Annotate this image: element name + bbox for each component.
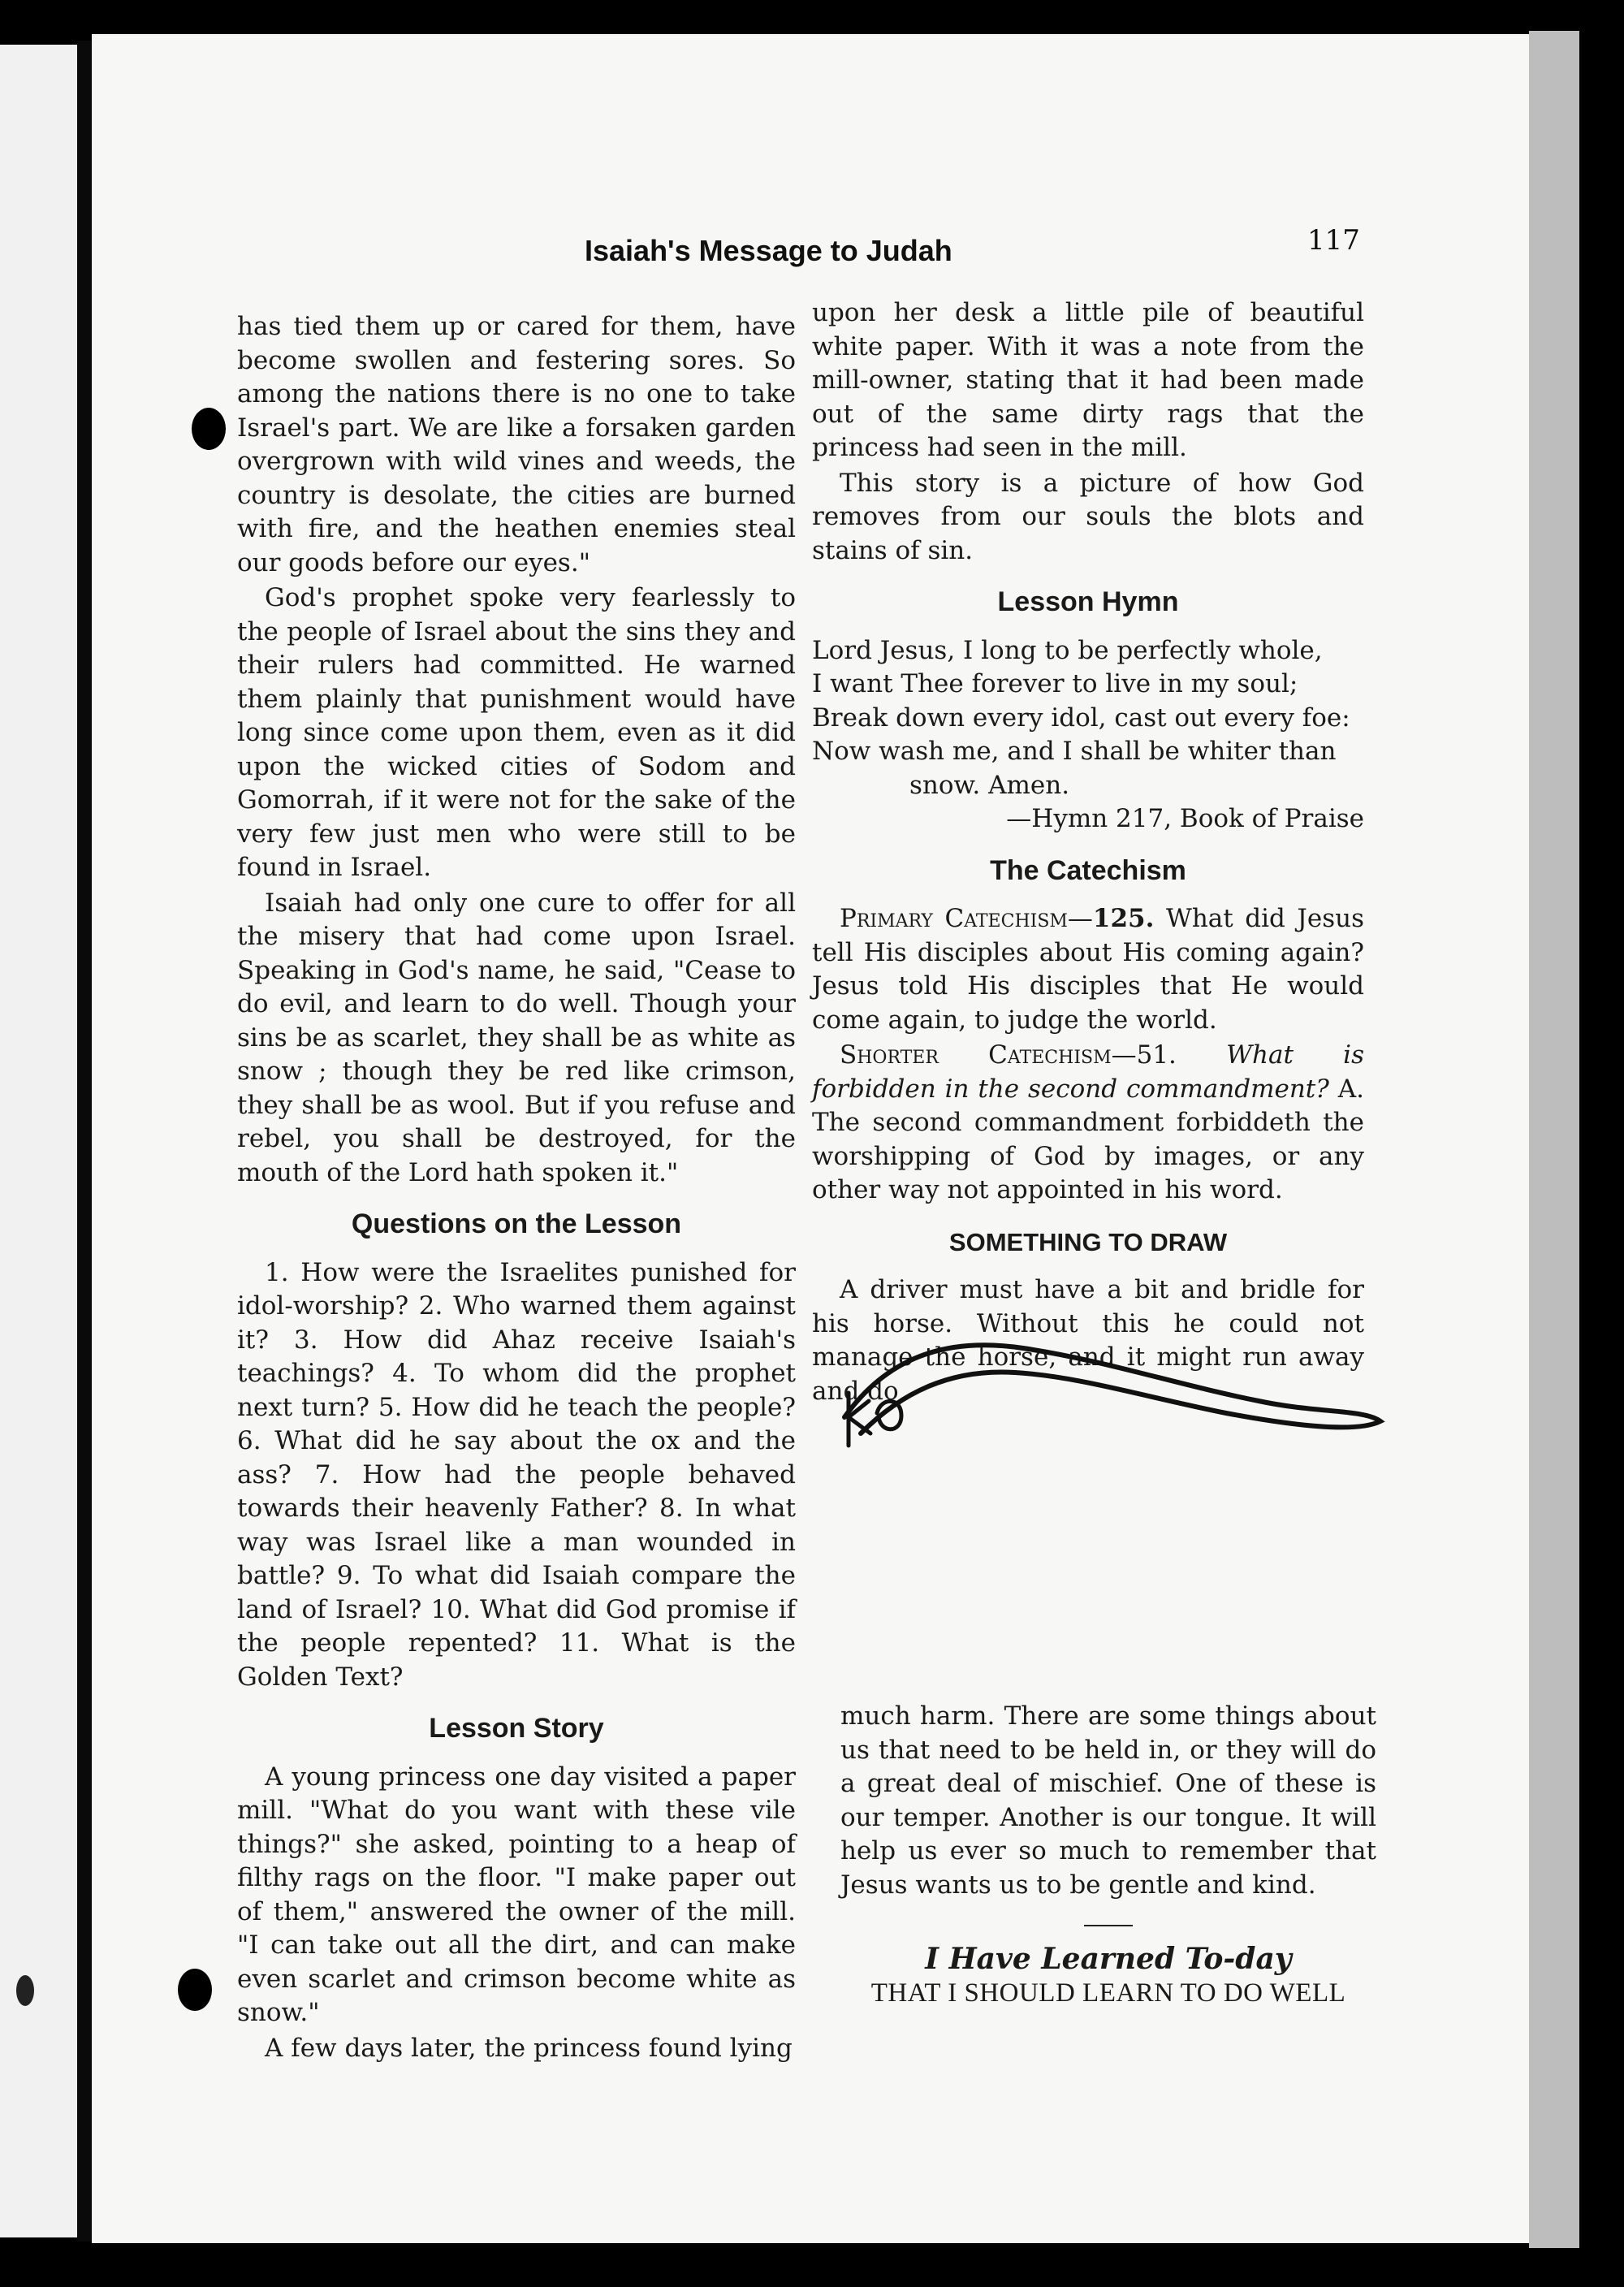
divider bbox=[1084, 1925, 1133, 1926]
primary-text: What did Jesus tell His disciples about His coming again? Jesus told His disciples that He would come again, to judge the world. bbox=[812, 904, 1364, 1035]
story-paragraph: A young princess one day visited a paper mill. "What do you want with these vile things?" she asked, pointing to a heap of filthy rags on the floor. "I make paper out of them," answered the owner of the mill. "I can take out all the dirt, and can make even scarlet and crimson become white as snow." bbox=[237, 1762, 796, 2027]
hymn-line: I want Thee forever to live in my soul; bbox=[812, 669, 1298, 698]
draw-paragraph: A driver must have a bit and bridle for his horse. Without this he could not manage the horse, and it might run away and do bbox=[812, 1275, 1364, 1406]
binder-hole-bottom bbox=[178, 1969, 212, 2011]
primary-catechism bbox=[812, 902, 1364, 1037]
draw-heading: SOMETHING TO DRAW bbox=[948, 1227, 1228, 1256]
page-edge-strip bbox=[1529, 31, 1579, 2248]
hymn-line: Lord Jesus, I long to be perfectly whole, bbox=[812, 635, 1323, 665]
shorter-answer: A. The second commandment forbiddeth the worshipping of God by images, or any other way not appointed in his word. bbox=[812, 1074, 1364, 1204]
learned-heading: I Have Learned To-day bbox=[925, 1942, 1292, 1976]
bridle-drawing bbox=[836, 1312, 1389, 1474]
page-title: Isaiah's Message to Judah bbox=[585, 234, 952, 267]
body-paragraph: has tied them up or cared for them, have become swollen and festering sores. So among the nations there is no one to take Israel's part. We are like a forsaken garden overgrown with wild vines and weeds, the country is desolate, the cities are burned with fire, and the heathen enemies steal our goods before our eyes." bbox=[237, 312, 796, 577]
body-paragraph: Isaiah had only one cure to offer for all the misery that had come upon Israel. Speaking in God's name, he said, "Cease to do evil, and learn to do well. Though your sins be as scarlet, they shall be as white as snow ; though they be red like crimson, they shall be as wool. But if you refuse and rebel, you shall be destroyed, for the mouth of the Lord hath spoken it." bbox=[237, 888, 796, 1187]
hymn-line: Now wash me, and I shall be whiter than bbox=[812, 737, 1337, 766]
draw-paragraph-continued: much harm. There are some things about us that need to be held in, or they will do a great deal of mischief. One of these is our temper. Another is our tongue. It will help us ever so much to remember that Jesus wants us to be gentle and kind. bbox=[840, 1701, 1376, 1900]
story-continued: upon her desk a little pile of beautiful white paper. With it was a note from the mill-owner, stating that it had been made out of the same dirty rags that the princess had seen in the mill. bbox=[812, 298, 1364, 462]
hymn-verse bbox=[812, 634, 1364, 837]
primary-number: 125. bbox=[1092, 904, 1155, 933]
story-paragraph: A few days later, the princess found lying bbox=[265, 2033, 793, 2063]
binder-hole-facing bbox=[16, 1975, 34, 2006]
story-moral: This story is a picture of how God removes from our souls the blots and stains of sin. bbox=[812, 468, 1364, 565]
binder-hole-top bbox=[192, 408, 226, 450]
questions-list: 1. How were the Israelites punished for idol-worship? 2. Who warned them against it? 3. How did Ahaz receive Isaiah's teachings? 4. To whom did the prophet next turn? 5. How did he teach the people? 6. What did he say about the ox and the ass? 7. How had the people behaved towards their heavenly Father? 8. In what way was Israel like a man wounded in battle? 9. To what did Isaiah compare the land of Israel? 10. What did God promise if the people repented? 11. What is the Golden Text? bbox=[237, 1257, 796, 1692]
questions-heading: Questions on the Lesson bbox=[351, 1208, 682, 1239]
page-number: 117 bbox=[1307, 224, 1360, 257]
facing-page-edge bbox=[0, 45, 77, 2237]
left-column bbox=[237, 310, 796, 2067]
page-border bbox=[77, 41, 92, 2242]
learned-text: THAT I SHOULD LEARN TO DO WELL bbox=[870, 1978, 1346, 2008]
primary-label: Primary Catechism— bbox=[840, 904, 1093, 933]
hymn-line: snow. Amen. bbox=[909, 770, 1070, 800]
story-heading: Lesson Story bbox=[429, 1713, 604, 1744]
catechism-heading: The Catechism bbox=[990, 854, 1186, 886]
right-column bbox=[812, 296, 1364, 1410]
hymn-heading: Lesson Hymn bbox=[997, 586, 1179, 617]
body-paragraph: God's prophet spoke very fearlessly to the people of Israel about the sins they and their rulers had committed. He warned them plainly that punishment would have long since come upon them, even as it did upon the wicked cities of Sodom and Gomorrah, if it were not for the sake of the very few just men who were still to be found in Israel. bbox=[237, 583, 796, 882]
shorter-label: Shorter Catechism—51. bbox=[840, 1040, 1177, 1070]
hymn-line: Break down every idol, cast out every foe: bbox=[812, 703, 1350, 733]
hymn-attribution: —Hymn 217, Book of Praise bbox=[1006, 804, 1364, 833]
shorter-catechism bbox=[812, 1039, 1364, 1208]
shorter-question: What is forbidden in the second commandment? bbox=[812, 1040, 1364, 1104]
right-column-lower bbox=[840, 1700, 1376, 2010]
